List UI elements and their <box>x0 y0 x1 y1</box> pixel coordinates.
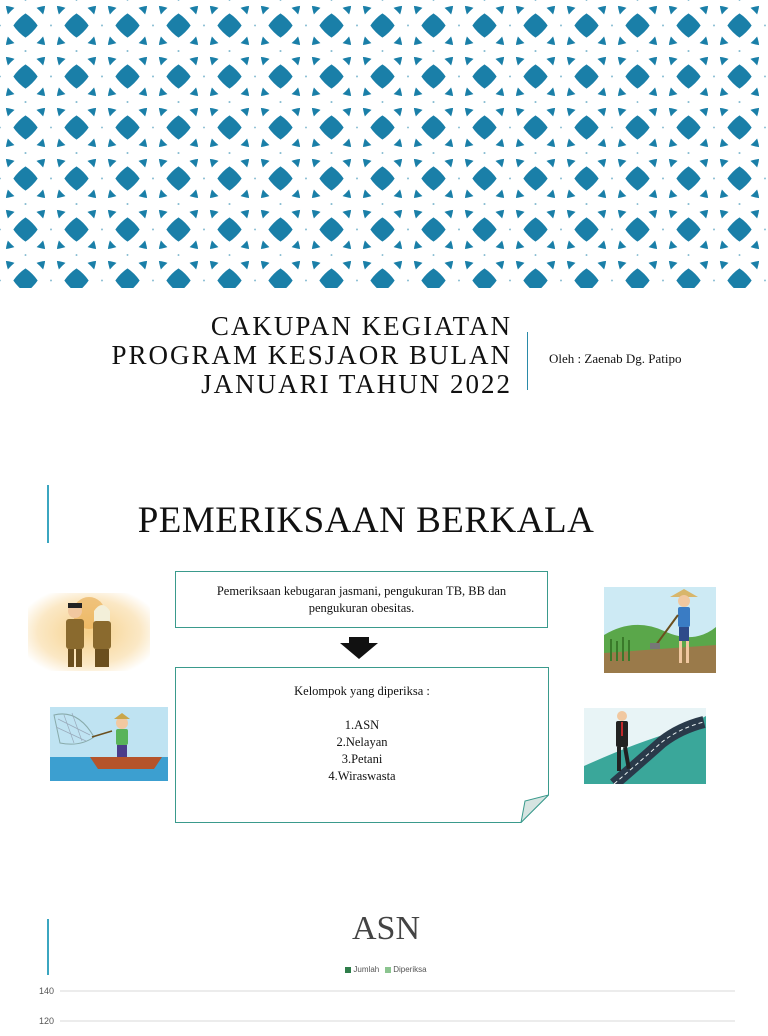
group-item: 1.ASN <box>344 718 380 732</box>
y-tick-label: 140 <box>38 986 54 996</box>
farmer-illustration <box>604 587 716 673</box>
title-line-3: JANUARI TAHUN 2022 <box>201 369 512 399</box>
title-slide <box>0 0 768 440</box>
examination-slide <box>0 455 768 885</box>
legend-item <box>385 965 426 974</box>
asn-bar-chart <box>0 976 768 1036</box>
author-text: Oleh : Zaenab Dg. Patipo <box>549 351 682 366</box>
groups-box <box>175 667 549 823</box>
groups-content <box>175 683 549 785</box>
title-line-2: PROGRAM KESJAOR BULAN <box>111 340 512 370</box>
group-item: 3.Petani <box>341 752 383 766</box>
group-item: 4.Wiraswasta <box>328 769 396 783</box>
chart-legend <box>0 965 768 974</box>
fisherman-illustration <box>50 707 168 781</box>
legend-swatch <box>345 967 351 973</box>
legend-item <box>345 965 379 974</box>
legend-label: Diperiksa <box>393 965 427 974</box>
title-divider <box>527 332 528 390</box>
activity-description-box <box>175 571 548 628</box>
asn-chart-slide <box>0 896 768 1036</box>
groups-heading: Kelompok yang diperiksa : <box>294 684 430 698</box>
down-arrow-icon <box>340 637 378 659</box>
presentation-title <box>40 312 512 399</box>
businessman-illustration <box>584 708 706 784</box>
legend-swatch <box>385 967 391 973</box>
chart-title: ASN <box>351 910 421 947</box>
title-line-1: CAKUPAN KEGIATAN <box>210 311 512 341</box>
group-item: 2.Nelayan <box>336 735 388 749</box>
legend-label: Jumlah <box>353 965 380 974</box>
slide-title: PEMERIKSAAN BERKALA <box>137 500 595 541</box>
y-tick-label: 120 <box>38 1016 54 1026</box>
asn-couple-illustration <box>28 593 150 671</box>
ring-pattern-banner <box>0 0 768 288</box>
activity-description: Pemeriksaan kebugaran jasmani, pengukuran TB, BB dan pengukuran obesitas. <box>216 583 507 615</box>
